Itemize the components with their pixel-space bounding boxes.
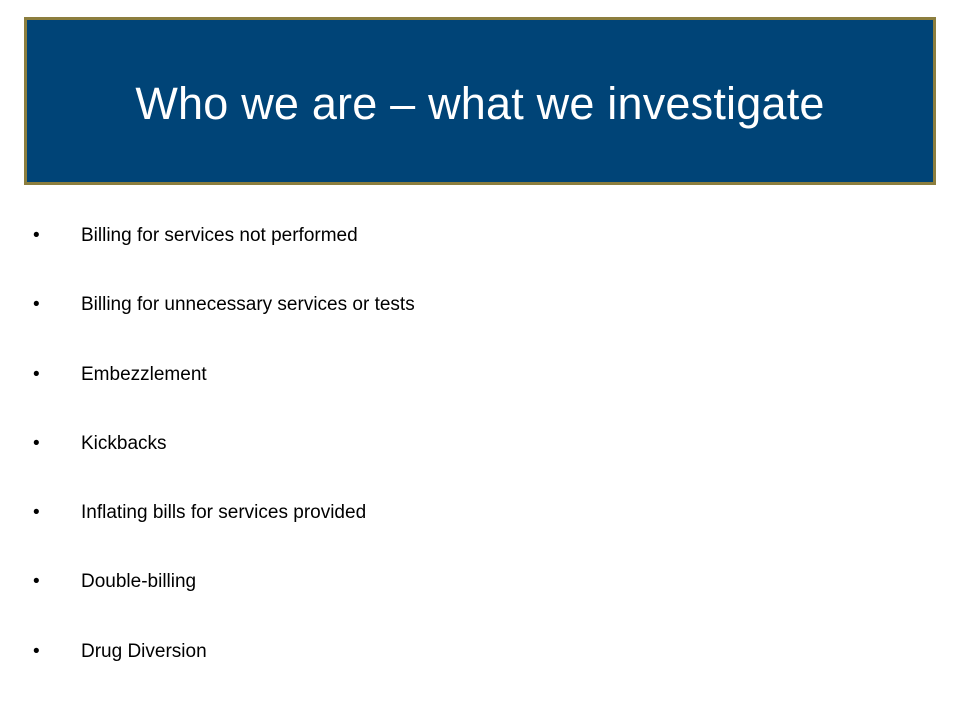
title-banner	[24, 17, 936, 185]
list-item	[0, 285, 960, 354]
list-item-label: Billing for unnecessary services or tests	[81, 294, 415, 316]
list-item	[0, 493, 960, 562]
list-item	[0, 632, 960, 701]
bullet-icon: •	[33, 432, 40, 454]
list-item	[0, 424, 960, 493]
list-item-label: Inflating bills for services provided	[81, 502, 367, 524]
list-item-label: Drug Diversion	[81, 640, 207, 662]
bullet-icon: •	[33, 363, 40, 385]
bullet-icon: •	[33, 502, 40, 524]
list-item	[0, 562, 960, 631]
list-item-label: Billing for services not performed	[81, 225, 358, 246]
bullet-list	[0, 216, 960, 701]
list-item-label: Double-billing	[81, 571, 197, 593]
bullet-icon: •	[33, 294, 40, 316]
slide-title: Who we are – what we investigate	[135, 78, 825, 129]
list-item-label: Embezzlement	[81, 363, 207, 385]
list-item	[0, 216, 960, 285]
list-item-label: Kickbacks	[81, 432, 167, 454]
list-item	[0, 355, 960, 424]
bullet-icon: •	[33, 640, 40, 662]
bullet-icon: •	[33, 225, 40, 246]
bullet-icon: •	[33, 571, 40, 593]
